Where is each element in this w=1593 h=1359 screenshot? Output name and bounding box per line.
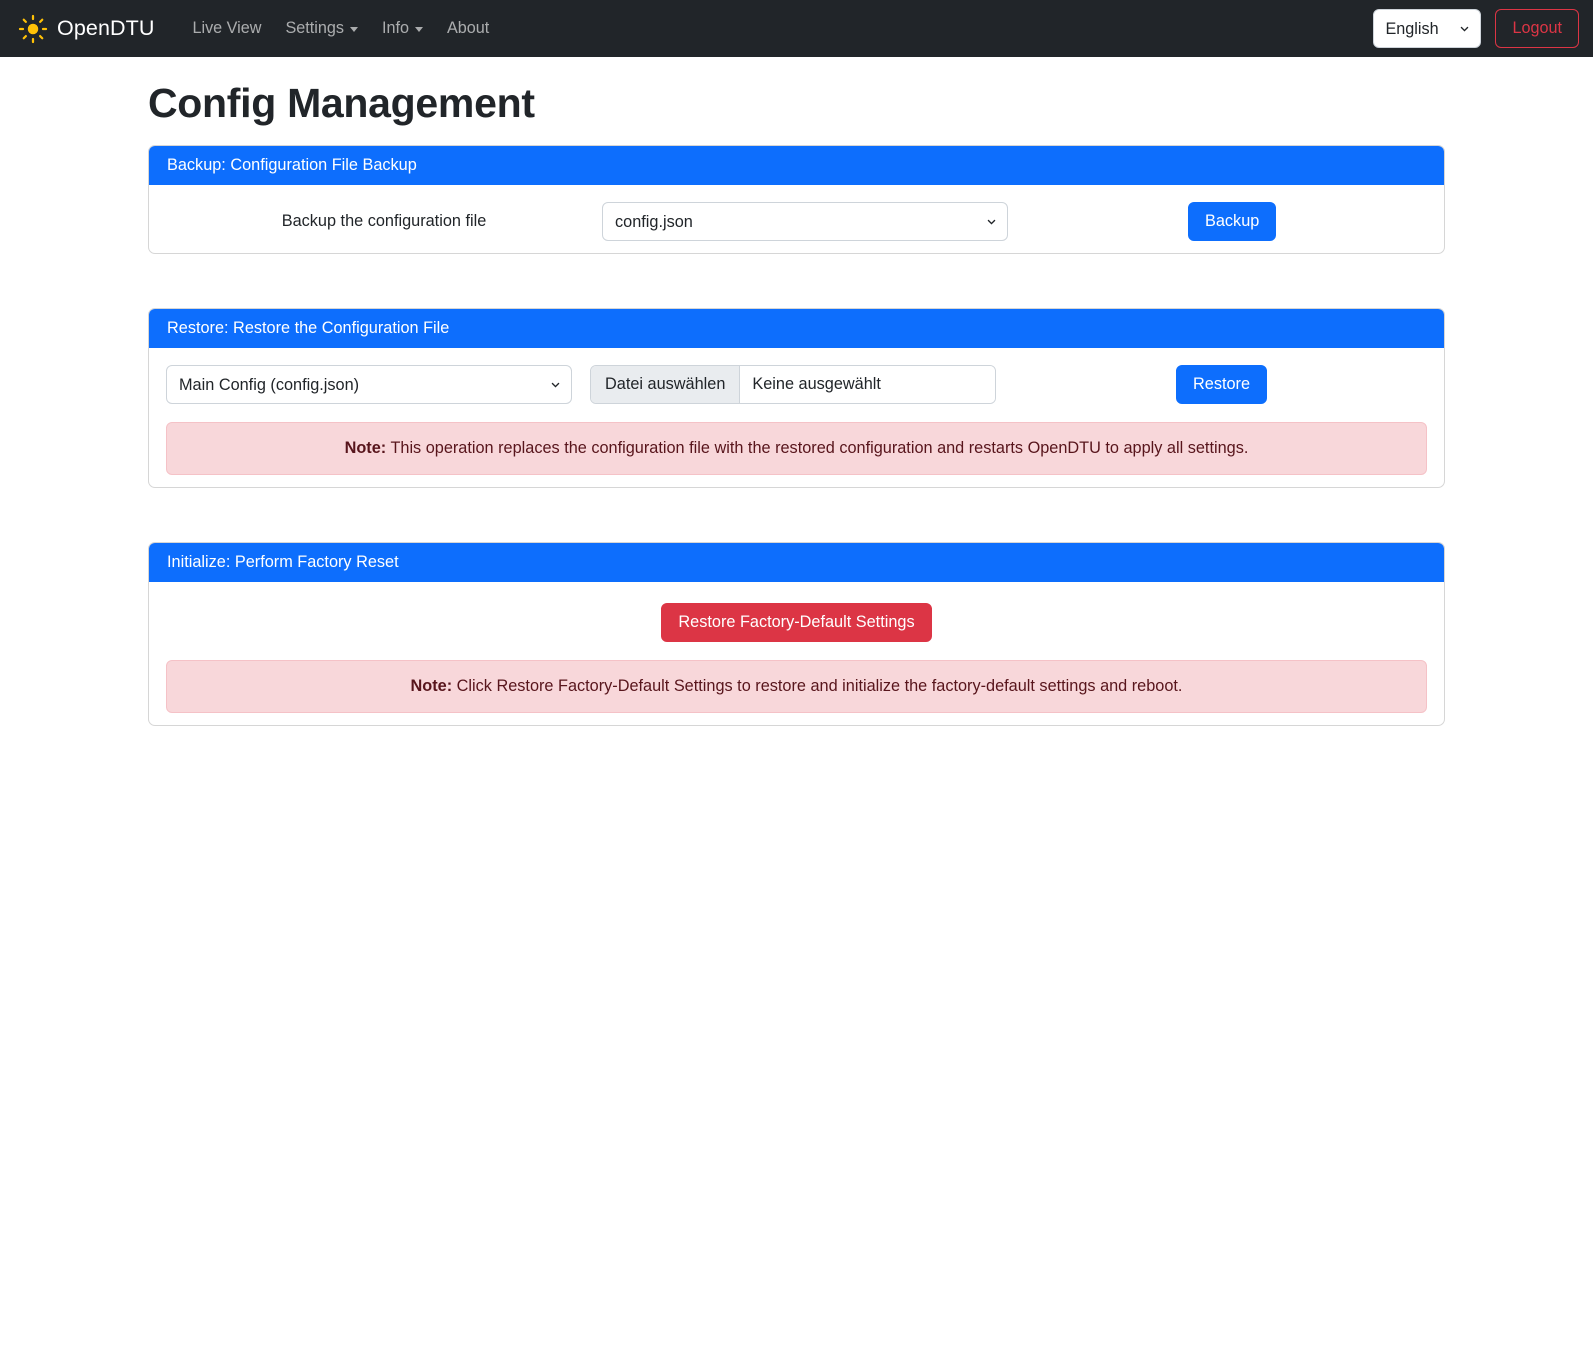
backup-row [166, 202, 1427, 241]
navbar-right-group [1373, 9, 1579, 48]
restore-note [166, 422, 1427, 475]
backup-card [148, 145, 1445, 254]
nav-item-about[interactable] [435, 11, 501, 46]
initialize-card-body [149, 582, 1444, 725]
selected-file-name: Keine ausgewählt [740, 366, 995, 403]
chevron-down-icon [350, 27, 358, 32]
backup-file-select[interactable] [602, 202, 1008, 241]
restore-config-select[interactable] [166, 365, 572, 404]
restore-file-input[interactable] [590, 365, 996, 404]
top-navbar [0, 0, 1593, 57]
initialize-note [166, 660, 1427, 713]
chevron-down-icon [415, 27, 423, 32]
brand-text: OpenDTU [57, 16, 155, 40]
backup-card-body [149, 185, 1444, 253]
language-select-wrapper [1373, 9, 1481, 48]
restore-card [148, 308, 1445, 488]
choose-file-button[interactable]: Datei auswählen [591, 366, 740, 403]
restore-button[interactable]: Restore [1176, 365, 1267, 404]
nav-item-label: Info [381, 19, 409, 37]
backup-select-wrapper [602, 202, 1008, 241]
nav-item-live-view[interactable] [180, 11, 273, 46]
initialize-card-header: Initialize: Perform Factory Reset [149, 543, 1444, 582]
restore-row [166, 365, 1427, 404]
page-title: Config Management [148, 80, 535, 126]
backup-button[interactable]: Backup [1188, 202, 1276, 241]
logout-button[interactable]: Logout [1495, 9, 1579, 48]
factory-reset-row [166, 599, 1427, 642]
restore-note-prefix: Note: [344, 439, 387, 457]
restore-card-body [149, 348, 1444, 487]
restore-note-text: This operation replaces the configuration file with the restored configuration and restarts OpenDTU to apply all settings. [390, 439, 1249, 457]
brand-logo[interactable] [18, 14, 154, 44]
page-content [0, 80, 1593, 726]
nav-item-settings[interactable] [273, 11, 370, 46]
nav-item-label: About [447, 19, 490, 37]
restore-select-wrapper [166, 365, 572, 404]
nav-item-label: Settings [285, 19, 344, 37]
restore-card-header: Restore: Restore the Configuration File [149, 309, 1444, 348]
language-select[interactable] [1373, 9, 1481, 48]
nav-item-label: Live View [192, 19, 262, 37]
initialize-note-text: Click Restore Factory-Default Settings to restore and initialize the factory-default settings and reboot. [456, 677, 1183, 695]
initialize-card [148, 542, 1445, 726]
sun-icon [18, 14, 48, 44]
backup-label: Backup the configuration file [281, 212, 487, 230]
backup-card-header: Backup: Configuration File Backup [149, 146, 1444, 185]
nav-links [180, 11, 501, 46]
nav-item-info[interactable] [370, 11, 435, 46]
initialize-note-prefix: Note: [410, 677, 453, 695]
restore-factory-defaults-button[interactable]: Restore Factory-Default Settings [661, 603, 931, 642]
